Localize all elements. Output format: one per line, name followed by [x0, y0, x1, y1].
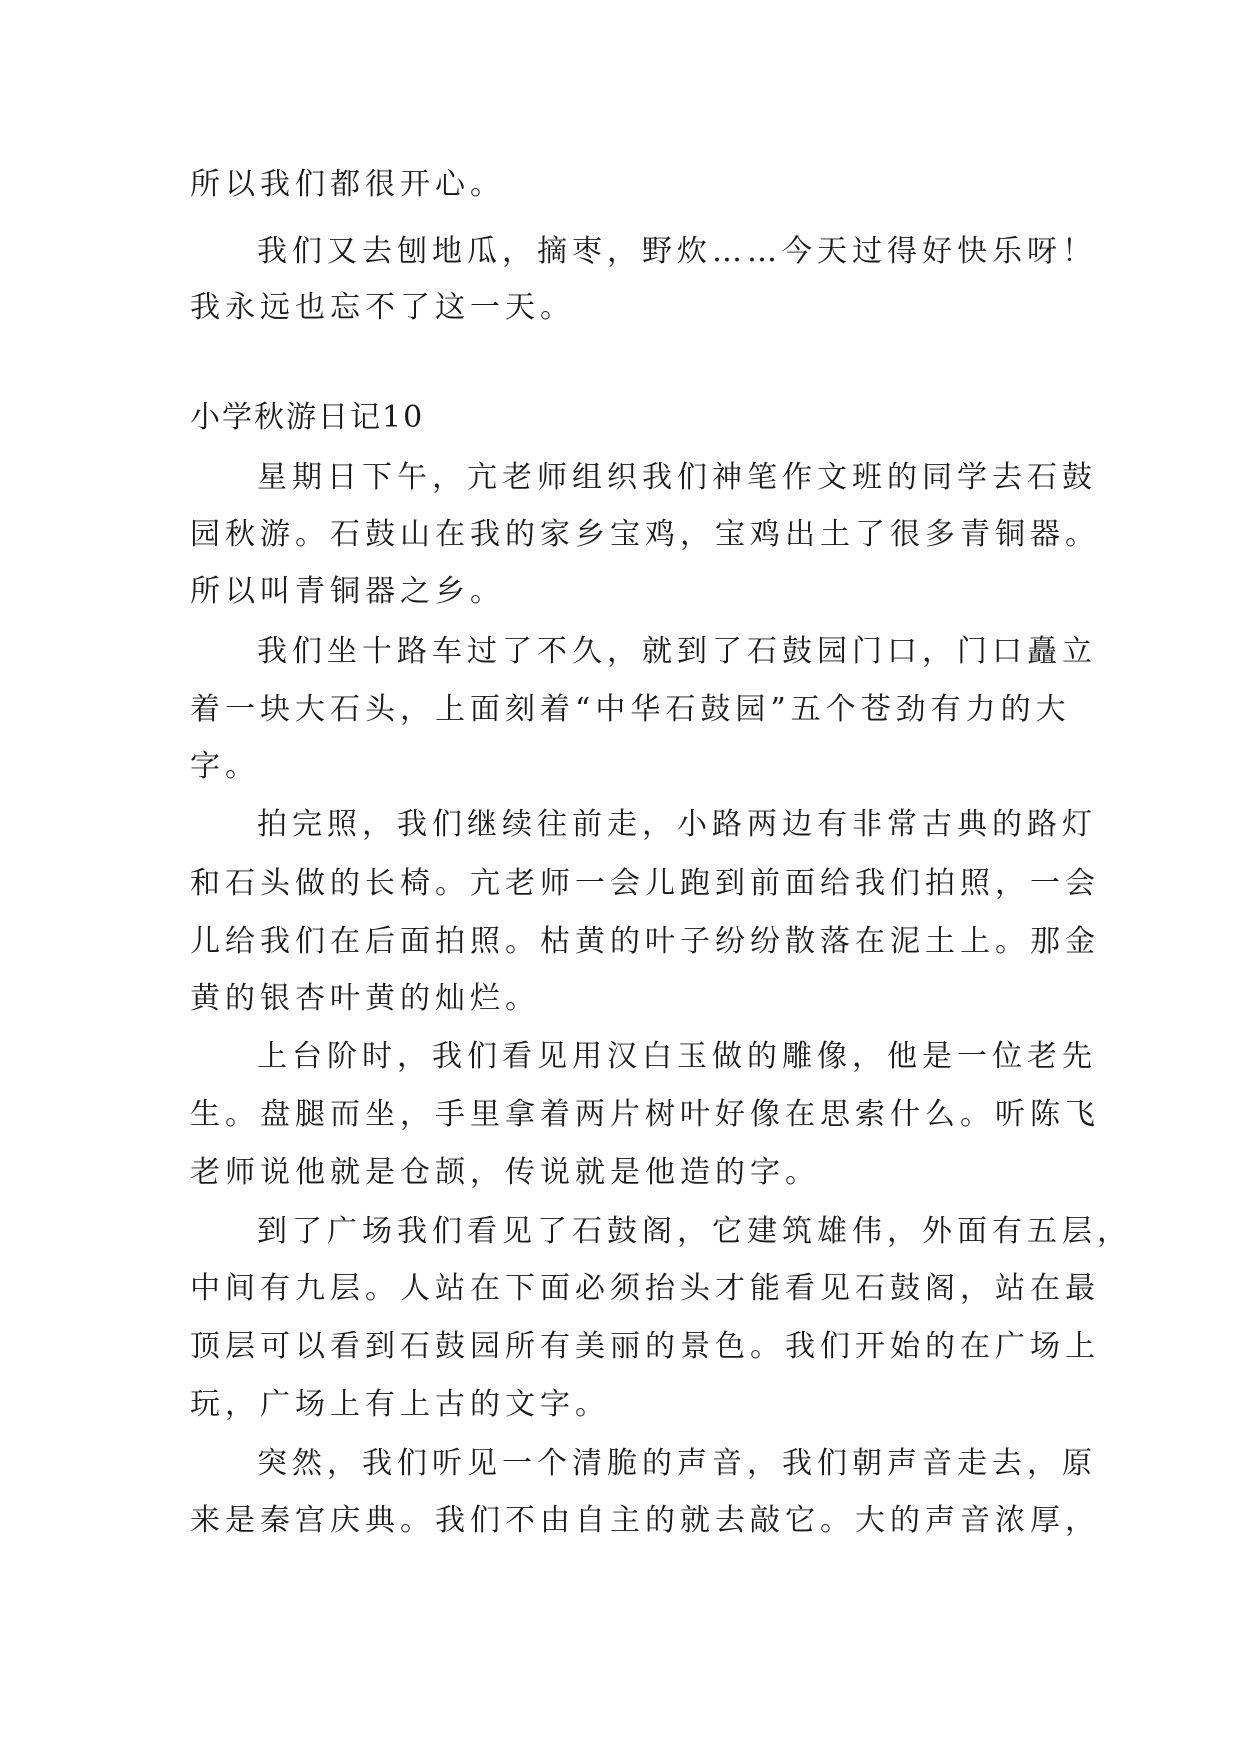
paragraph-line: 儿给我们在后面拍照。枯黄的叶子纷纷散落在泥土上。那金 — [190, 924, 1100, 959]
paragraph-line: 老师说他就是仓颉，传说就是他造的字。 — [190, 1155, 820, 1190]
paragraph-line: 突然，我们听见一个清脆的声音，我们朝声音走去，原 — [257, 1446, 1097, 1481]
paragraph-line: 我永远也忘不了这一天。 — [190, 290, 575, 325]
paragraph-line: 到了广场我们看见了石鼓阁，它建筑雄伟，外面有五层， — [257, 1214, 1132, 1249]
paragraph-line: 来是秦宫庆典。我们不由自主的就去敲它。大的声音浓厚， — [190, 1503, 1100, 1538]
paragraph-line: 顶层可以看到石鼓园所有美丽的景色。我们开始的在广场上 — [190, 1329, 1100, 1364]
paragraph-line: 黄的银杏叶黄的灿烂。 — [190, 981, 540, 1016]
paragraph-line: 中间有九层。人站在下面必须抬头才能看见石鼓阁，站在最 — [190, 1271, 1100, 1306]
paragraph-line: 生。盘腿而坐，手里拿着两片树叶好像在思索什么。听陈飞 — [190, 1097, 1100, 1132]
paragraph-line: 字。 — [190, 749, 260, 784]
paragraph-line: 拍完照，我们继续往前走，小路两边有非常古典的路灯 — [257, 807, 1097, 842]
paragraph-line: 园秋游。石鼓山在我的家乡宝鸡，宝鸡出土了很多青铜器。 — [190, 517, 1100, 552]
section-title: 小学秋游日记10 — [190, 400, 425, 435]
paragraph-line: 我们坐十路车过了不久，就到了石鼓园门口，门口矗立 — [257, 634, 1097, 669]
paragraph-line: 我们又去刨地瓜，摘枣，野炊……今天过得好快乐呀！ — [257, 234, 1097, 269]
paragraph-line: 上台阶时，我们看见用汉白玉做的雕像，他是一位老先 — [257, 1039, 1097, 1074]
paragraph-line: 星期日下午，亢老师组织我们神笔作文班的同学去石鼓 — [257, 460, 1097, 495]
paragraph-line: 所以我们都很开心。 — [190, 167, 505, 202]
paragraph-line: 玩，广场上有上古的文字。 — [190, 1387, 610, 1422]
paragraph-line: 和石头做的长椅。亢老师一会儿跑到前面给我们拍照，一会 — [190, 866, 1100, 901]
paragraph-line: 所以叫青铜器之乡。 — [190, 574, 505, 609]
paragraph-line: 着一块大石头，上面刻着“中华石鼓园”五个苍劲有力的大 — [190, 692, 1071, 727]
